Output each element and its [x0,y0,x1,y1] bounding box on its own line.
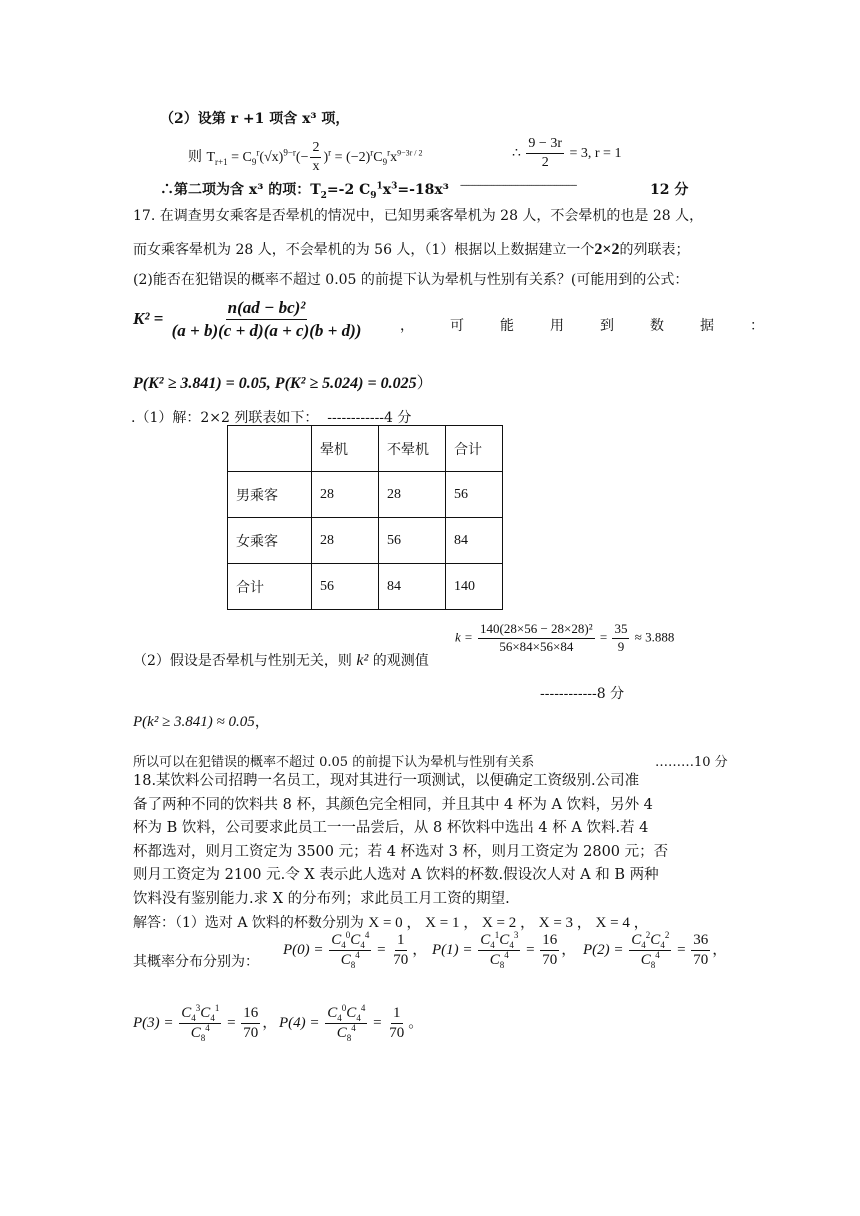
table-header-cell: 晕机 [312,426,379,472]
part2-conclusion: ∴第二项为含 x³ 的项：$T_2=-2$ $C_9^1x^3=-18x^3$ [160,181,449,201]
table-cell: 合计 [228,564,312,610]
table-row [228,518,503,564]
table-row [228,564,503,610]
q18-prob-intro: 其概率分布分别为： [133,954,259,970]
formula-prefix: 则 [188,148,202,165]
table-header-cell: 不晕机 [379,426,446,472]
table-cell: 28 [312,472,379,518]
general-term-expression: $T_{r+1} = C_9^r(√x)^{9-r}(-$ $\frac{2}{x}$ )$^r = (-2)^rC_9^rx^{9-3r / 2}$ [206,140,423,175]
solution17-part2-text: （2）假设是否晕机与性别无关，则 k² 的观测值 [133,652,429,669]
table-header-row [228,426,503,472]
table-cell: 28 [312,518,379,564]
table-row [228,472,503,518]
q17-line3: (2)能否在犯错误的概率不超过 0.05 的前提下认为晕机与性别有关系？(可能用到的公式： [133,272,689,288]
p-value-line: P(k² ≥ 3.841) ≈ 0.05， [133,714,270,730]
probability-p2: P(2) = $\frac{C_4^2C_4^2}{C_8^4}$ = $\frac{36}{70}$ ， [583,930,728,971]
table-cell: 56 [379,518,446,564]
probability-p1: P(1) = $\frac{C_4^1C_4^3}{C_8^4}$ = $\frac{16}{70}$ ， [432,930,577,971]
table-header-cell: 合计 [446,426,503,472]
score-12: 12 分 [650,182,689,198]
table-cell [228,426,312,472]
table-cell: 84 [446,518,503,564]
probability-p4: P(4) = $\frac{C_4^0C_4^4}{C_8^4}$ = $\frac{1}{70}$ 。 [279,1003,424,1044]
q17-line1: 17. 在调查男女乘客是否晕机的情况中，已知男乘客晕机为 28 人，不会晕机的也是 28 人， [133,208,704,224]
solve-r-expression: ∴ $\frac{9 - 3r}{2}$ = 3, r = 1 [512,136,622,171]
table-cell: 56 [446,472,503,518]
table-cell: 女乘客 [228,518,312,564]
table-cell: 56 [312,564,379,610]
q18-line: 饮料没有鉴别能力.求 X 的分布列；求此员工月工资的期望. [133,890,510,907]
solution17-conclusion: 所以可以在犯错误的概率不超过 0.05 的前提下认为晕机与性别有关系 [133,755,535,770]
q18-text [133,770,668,911]
score-10: ………10 分 [655,755,728,770]
q18-line: 18.某饮料公司招聘一名员工，现对其进行一项测试，以便确定工资级别.公司准 [133,773,640,789]
q17-line2: 而女乘客晕机为 28 人，不会晕机的为 56 人，（1）根据以上数据建立一个2×2的列联表； [133,241,690,258]
q17-formula-tail: ， 可 能 用 到 数 据 ： [400,318,764,334]
contingency-table [227,425,503,610]
score-8: ------------8 分 [540,686,625,702]
part2-heading: （2）设第 r +1 项含 x³ 项， [160,111,350,127]
probability-p3: P(3) = $\frac{C_4^3C_4^1}{C_8^4}$ = $\frac{16}{70}$ ， [133,1003,278,1044]
table-cell: 84 [379,564,446,610]
q18-line: 杯都选对，则月工资定为 3500 元；若 4 杯选对 3 杯，则月工资定为 2800 元；否 [133,843,669,860]
q18-line: 则月工资定为 2100 元.令 X 表示此人选对 A 饮料的杯数.假设次人对 A 和 B 两种 [133,867,659,883]
chi-square-formula: K² = $\frac{\text{n(ad − bc)²}}{(a + b)(c + d)(a + c)(b + d))}$ [133,298,362,340]
table-cell: 男乘客 [228,472,312,518]
q18-line: 备了两种不同的饮料共 8 杯，其颜色完全相同，并且其中 4 杯为 A 饮料，另外 4 [133,796,653,813]
solution17-intro: .（1）解：2×2 列联表如下： ------------4 分 [131,410,412,426]
q18-answer-intro: 解答：（1）选对 A 饮料的杯数分别为 X = 0 ， X = 1 ， X = 2 ， X = 3 ， X = 4 ， [133,915,649,931]
probability-p0: P(0) = $\frac{C_4^0C_4^4}{C_8^4}$ = $\frac{1}{70}$ ， [283,930,428,971]
score-dots-12: --------------------------------------------------------- [460,181,577,191]
table-cell: 28 [379,472,446,518]
observed-k-formula: k = $\frac{\text{140(28×56 − 28×28)²}}{56\times 84\times 56\times 84}$ = $\frac{35}{9}$ ≈ 3.888 [455,621,675,654]
binomial-term-formula [188,140,423,175]
table-cell: 140 [446,564,503,610]
q18-line: 杯为 B 饮料，公司要求此员工一一品尝后，从 8 杯饮料中选出 4 杯 A 饮料.若 4 [133,820,649,836]
critical-value-probs: P(K² ≥ 3.841) = 0.05, P(K² ≥ 5.024) = 0.025） [133,375,433,392]
